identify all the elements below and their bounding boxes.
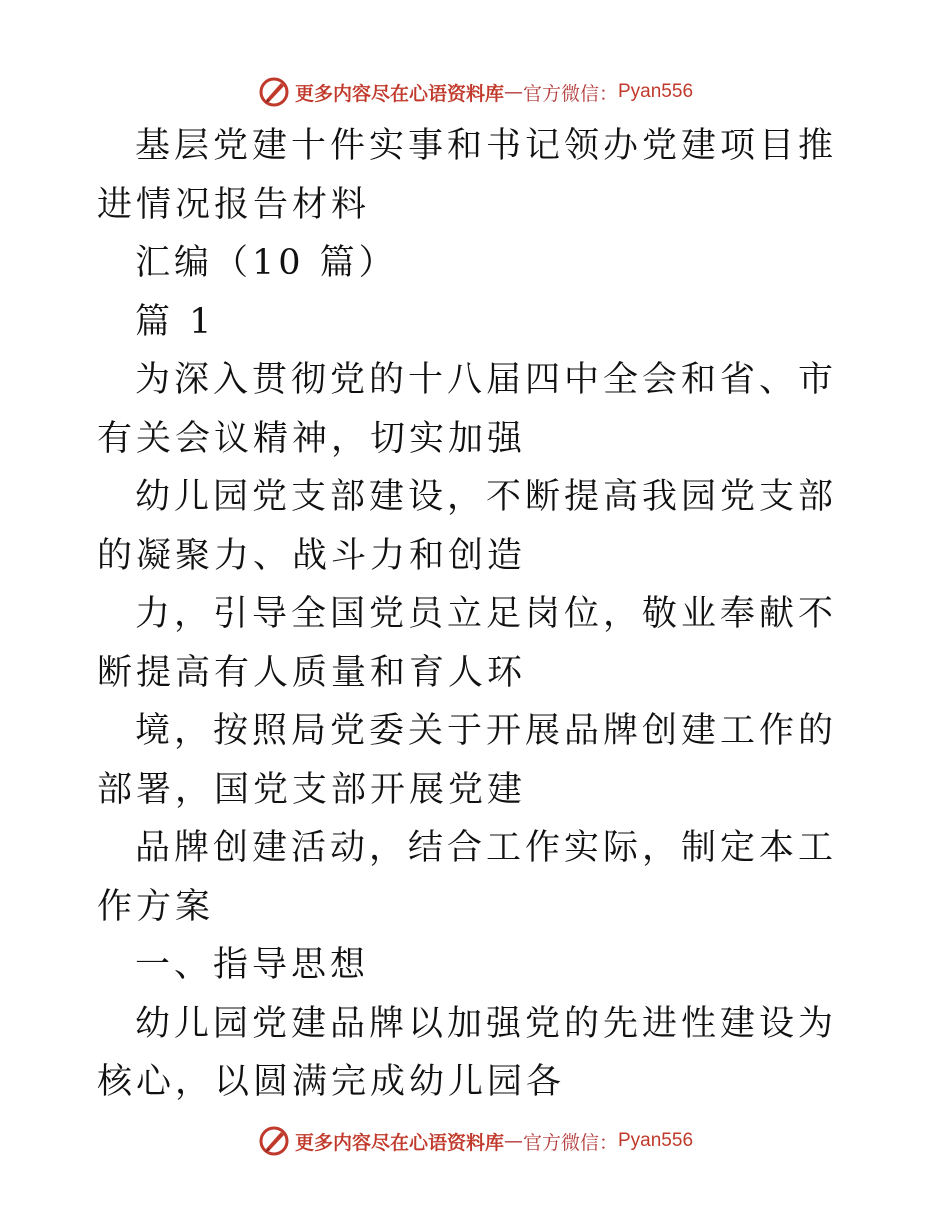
document-title-line1: 基层党建十件实事和书记领办党建项目推进情况报告材料 — [97, 126, 838, 225]
watermark-id: Pyan556 — [618, 1130, 694, 1151]
header-watermark — [0, 72, 950, 112]
quill-pen-seal-icon — [257, 1124, 291, 1158]
section-label: 篇 1 — [135, 301, 216, 342]
watermark-separator: — — [503, 1130, 523, 1152]
watermark-label: 官方微信： — [522, 1131, 618, 1154]
footer-watermark — [0, 1121, 950, 1161]
quill-pen-seal-icon — [257, 75, 291, 109]
body-paragraph: 境，按照局党委关于开展品牌创建工作的部署，国党支部开展党建 — [97, 711, 838, 810]
document-body — [97, 117, 857, 1112]
watermark-main-text: 更多内容尽在心语资料库 — [294, 1131, 504, 1154]
watermark-main-text: 更多内容尽在心语资料库 — [294, 82, 504, 105]
document-title-line2: 汇编（10 篇） — [135, 243, 398, 283]
watermark-id: Pyan556 — [618, 81, 694, 102]
section-heading: 一、指导思想 — [135, 945, 370, 985]
watermark-label: 官方微信： — [522, 82, 618, 105]
body-paragraph: 幼儿园党建品牌以加强党的先进性建设为核心，以圆满完成幼儿园各 — [97, 1003, 838, 1102]
body-paragraph: 幼儿园党支部建设，不断提高我园党支部的凝聚力、战斗力和创造 — [97, 477, 838, 576]
body-paragraph: 为深入贯彻党的十八届四中全会和省、市有关会议精神，切实加强 — [97, 360, 838, 459]
body-paragraph: 力，引导全国党员立足岗位，敬业奉献不断提高有人质量和育人环 — [97, 594, 838, 693]
watermark-separator: — — [503, 81, 523, 103]
body-paragraph: 品牌创建活动，结合工作实际，制定本工作方案 — [97, 828, 838, 927]
